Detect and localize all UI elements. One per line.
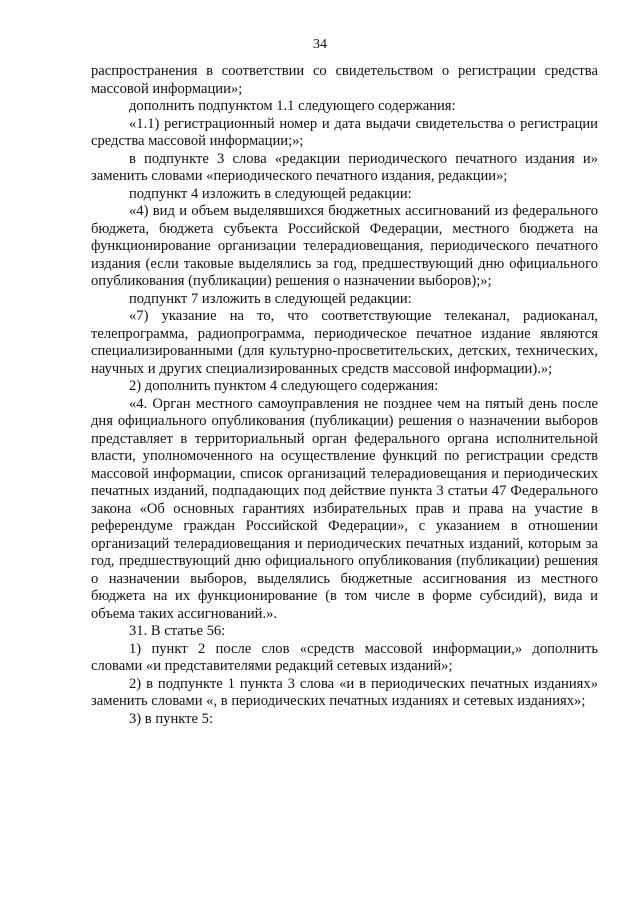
paragraph: дополнить подпунктом 1.1 следующего содержания: xyxy=(129,98,456,114)
paragraph: 3) в пункте 5: xyxy=(129,710,214,727)
paragraph: «1.1) регистрационный номер и дата выдачи свидетельства о регистрации средства массовой информации;»; xyxy=(91,115,598,149)
document-body xyxy=(91,63,598,728)
paragraph: 1) пункт 2 после слов «средств массовой информации,» дополнить словами «и представителями редакций сетевых изданий»; xyxy=(91,640,598,674)
paragraph: «4. Орган местного самоуправления не позднее чем на пятый день после дня официального опубликования (публикации) решения о назначении выборов представляет в территориальный орган федерального органа исполнительной власти, уполномоченного на осуществление функций по регистрации средств массовой информации, список организаций телерадиовещания и периодических печатных изданий, подпадающих под действие пункта 3 статьи 47 Федерального закона «Об основных гарантиях избирательных прав и права на участие в референдуме граждан Российской Федерации», с указанием в отношении организаций телерадиовещания и периодических печатных изданий, которым за год, предшествующий дню официального опубликования (публикации) решения о назначении выборов, выделялись бюджетные ассигнования из местного бюджета на их функционирование (в том числе в форме субсидий), вида и объема таких ассигнований.». xyxy=(91,395,598,622)
paragraph: подпункт 7 изложить в следующей редакции: xyxy=(129,290,412,307)
paragraph: 31. В статье 56: xyxy=(129,623,226,639)
paragraph: 2) в подпункте 1 пункта 3 слова «и в периодических печатных изданиях» заменить словами «, в периодических печатных изданиях и сетевых изданиях»; xyxy=(91,675,598,709)
paragraph: 2) дополнить пунктом 4 следующего содержания: xyxy=(129,378,439,394)
paragraph: распространения в соответствии со свидетельством о регистрации средства массовой информации»; xyxy=(91,63,598,97)
paragraph: «7) указание на то, что соответствующие телеканал, радиоканал, телепрограмма, радиопрограмма, периодическое печатное издание являются специализированными (для культурно-просветительских, детских, технических, научных и других специализированных средств массовой информации).»; xyxy=(91,308,598,377)
paragraph: в подпункте 3 слова «редакции периодического печатного издания и» заменить словами «периодического печатного издания, редакции»; xyxy=(91,150,598,184)
paragraph: «4) вид и объем выделявшихся бюджетных ассигнований из федерального бюджета, бюджета субъекта Российской Федерации, местного бюджета на функционирование организации телерадиовещания, периодического печатного издания (если таковые выделялись за год, предшествующий дню официального опубликования (публикации) решения о назначении выборов);»; xyxy=(91,203,598,289)
page-number: 34 xyxy=(313,37,327,52)
paragraph: подпункт 4 изложить в следующей редакции: xyxy=(129,185,412,202)
